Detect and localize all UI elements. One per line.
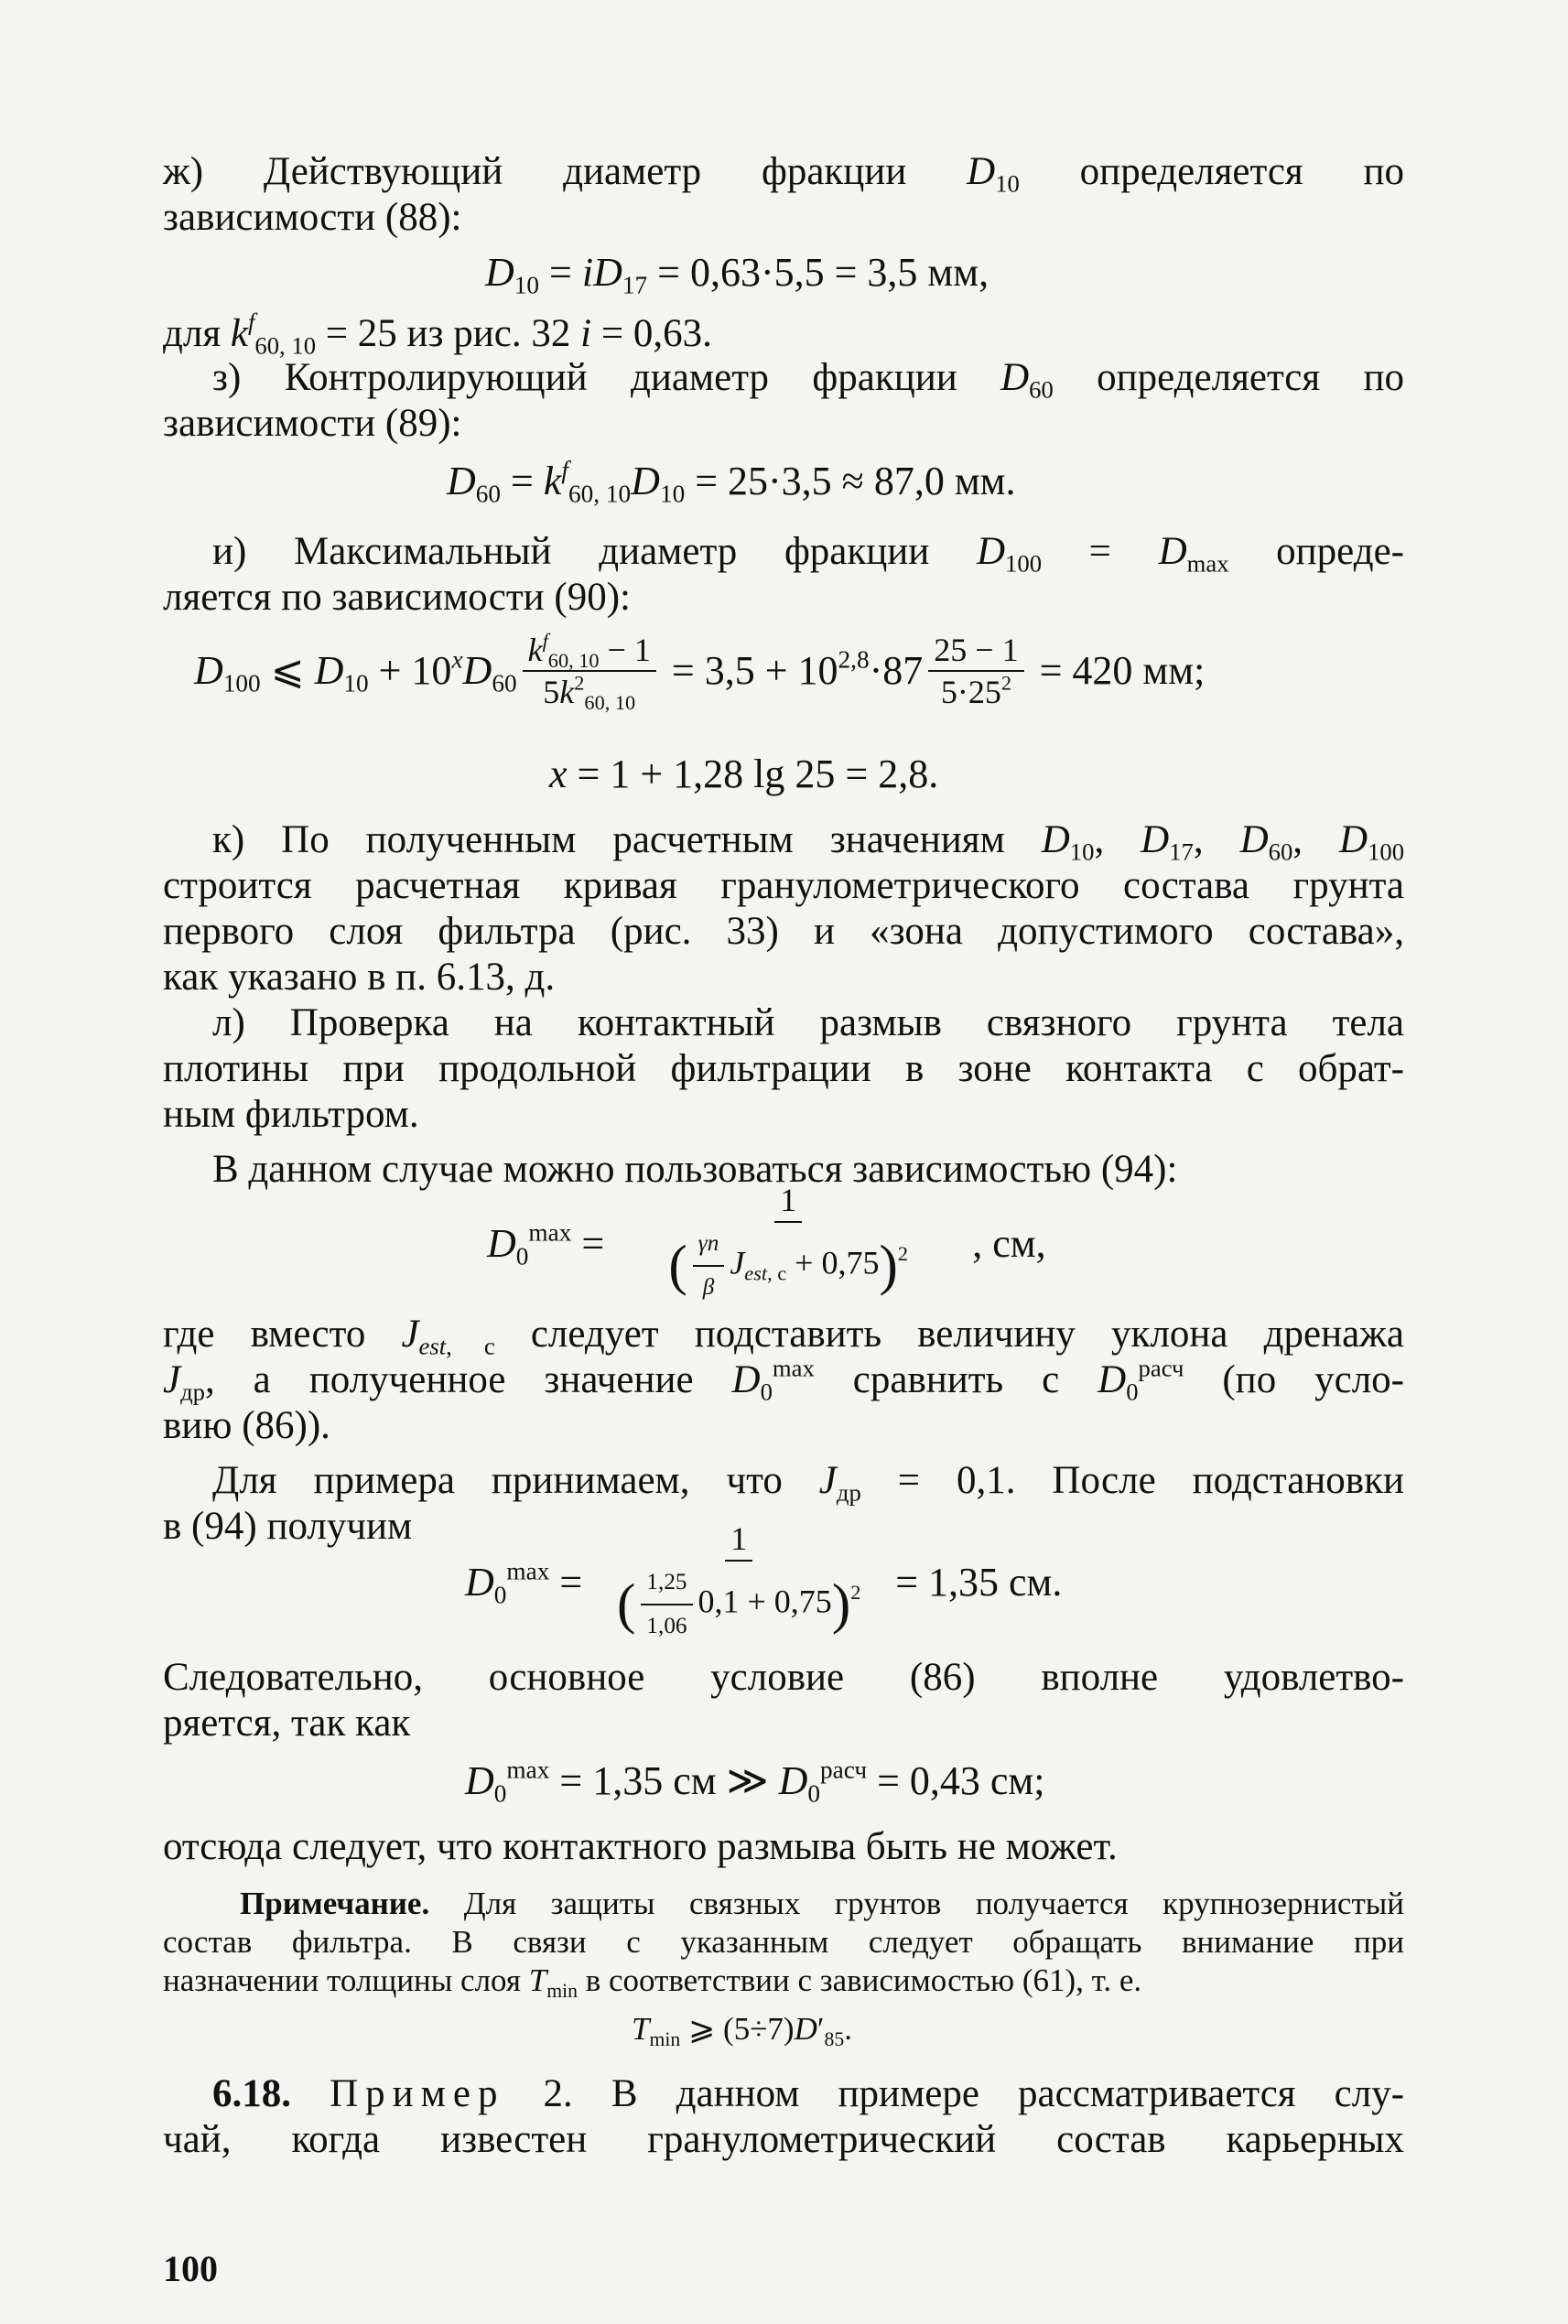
equation-x: x = 1 + 1,28 lg 25 = 2,8. <box>549 751 939 796</box>
paragraph-l-line-3: ным фильтром. <box>163 1093 419 1136</box>
paragraph-zh-line-3: для $k^f_{60, 10} = 25$ из рис. 32 i = 0,63. <box>163 308 712 360</box>
paragraph-s-line-3: отсюда следует, что контактного размыва быть не может. <box>163 1825 1118 1868</box>
fraction-k60: $\frac{k^f_{60, 10} - 1}{5k^2_{60, 10}}$ <box>523 632 656 710</box>
equation-d60: $D_{60} = k^f_{60, 10}D_{10} = 25\cdot 3,5 \approx 87,0$ мм. <box>447 456 1016 508</box>
section-number: 6.18. <box>212 2072 291 2115</box>
section-line-1-rest: 2. В данном примере рассматривается слу- <box>543 2072 1405 2115</box>
note-label: Примечание. <box>240 1886 430 1921</box>
paragraph-d-line-2: в (94) получим <box>163 1505 413 1548</box>
note-equation: $T_{min}$ ⩾ $(5\div 7)D'_{85}$. <box>632 2011 852 2050</box>
paragraph-zh-line-2: зависимости (88): <box>163 196 462 239</box>
paragraph-k-line-4: как указано в п. 6.13, д. <box>163 956 556 999</box>
page-number: 100 <box>163 2248 218 2289</box>
paragraph-g-line-2: $J_{др}$, а полученное значение $D_0^{max}$ сравнить с $D_0^{расч}$ (по усло- <box>163 1354 1405 1406</box>
paragraph-g-line-3: вию (86)). <box>163 1404 330 1447</box>
paragraph-zh-line-1: ж) Действующий диаметр фракции $D_{10}$ определяется по <box>163 150 1404 198</box>
paragraph-z-line-1: з) Контролирующий диаметр фракции $D_{60}$ определяется по <box>212 356 1404 404</box>
equation-d0max-numeric: $D_0^{max}$ = 1 ( $\frac{1,25}{1,06}$ 0,1 + 0,75)$^2$ = 1,35 см. <box>465 1519 1062 1646</box>
paragraph-d-line-1: Для примера принимаем, что $J_{др} = 0,1$. После подстановки <box>212 1459 1405 1507</box>
note-line-2: состав фильтра. В связи с указанным следует обращать внимание при <box>163 1924 1404 1960</box>
note-line-3: назначении толщины слоя $T_{min}$ в соответствии с зависимостью (61), т. е. <box>163 1962 1142 2002</box>
section-word: Пример <box>330 2072 505 2115</box>
paragraph-k-line-2: строится расчетная кривая гранулометрического состава грунта <box>163 864 1404 907</box>
note-line-1 <box>240 1885 1404 1923</box>
equation-d100: $D_{100}$ ⩽ $D_{10} + 10^xD_{60}$ $\frac{k^f_{60, 10} - 1}{5k^2_{60, 10}}$ = $3,5 + 10^{2,8}\cdot 87$ $\frac{25 - 1}{5\cdot 25^2}$ = 420 мм; <box>194 629 1206 715</box>
fraction-d0max-general: 1 ( $\frac{\gamma n}{\beta}$ $J_{est, c} + 0,75)^2$ <box>668 1182 909 1300</box>
section-6-18-line-1 <box>212 2071 1404 2117</box>
paragraph-z-line-2: зависимости (89): <box>163 402 462 445</box>
equation-d0max-general: $D_0^{max}$ = 1 ( $\frac{\gamma n}{\beta}$ $J_{est, c} + 0,75)^2$ , см, <box>487 1181 1046 1307</box>
paragraph-i-line-1: и) Максимальный диаметр фракции $D_{100} = D_{max}$ опреде- <box>212 530 1404 578</box>
paragraph-v-line-1: В данном случае можно пользоваться зависимостью (94): <box>212 1148 1178 1191</box>
equation-d10: $D_{10} = iD_{17} = 0,63\cdot 5,5 = 3,5$ мм, <box>485 250 989 299</box>
fraction-d0max-numeric: 1 ( $\frac{1,25}{1,06}$ 0,1 + 0,75)$^2$ <box>617 1520 861 1638</box>
paragraph-k-line-3: первого слоя фильтра (рис. 33) и «зона допустимого состава», <box>163 910 1404 953</box>
section-6-18-line-2: чай, когда известен гранулометрический состав карьерных <box>163 2118 1404 2161</box>
paragraph-l-line-2: плотины при продольной фильтрации в зоне контакта с обрат- <box>163 1047 1404 1090</box>
paragraph-g-line-1: где вместо $J_{est, c}$ следует подставить величину уклона дренажа <box>163 1313 1404 1360</box>
paragraph-s-line-1: Следовательно, основное условие (86) вполне удовлетво- <box>163 1656 1404 1699</box>
fraction-25: $\frac{25 - 1}{5\cdot 25^2}$ <box>928 632 1023 710</box>
paragraph-l-line-1: л) Проверка на контактный размыв связного грунта тела <box>212 1001 1404 1044</box>
paragraph-s-line-2: ряется, так как <box>163 1702 411 1745</box>
note-text-1: Для защиты связных грунтов получается крупнозернистый <box>463 1886 1404 1921</box>
paragraph-i-line-2: ляется по зависимости (90): <box>163 576 632 619</box>
paragraph-k-line-1: к) По полученным расчетным значениям $D_{10}$, $D_{17}$, $D_{60}$, $D_{100}$ <box>212 818 1405 866</box>
equation-comparison: $D_0^{max} = 1,35$ см ≫ $D_0^{расч} = 0,43$ см; <box>465 1756 1045 1808</box>
